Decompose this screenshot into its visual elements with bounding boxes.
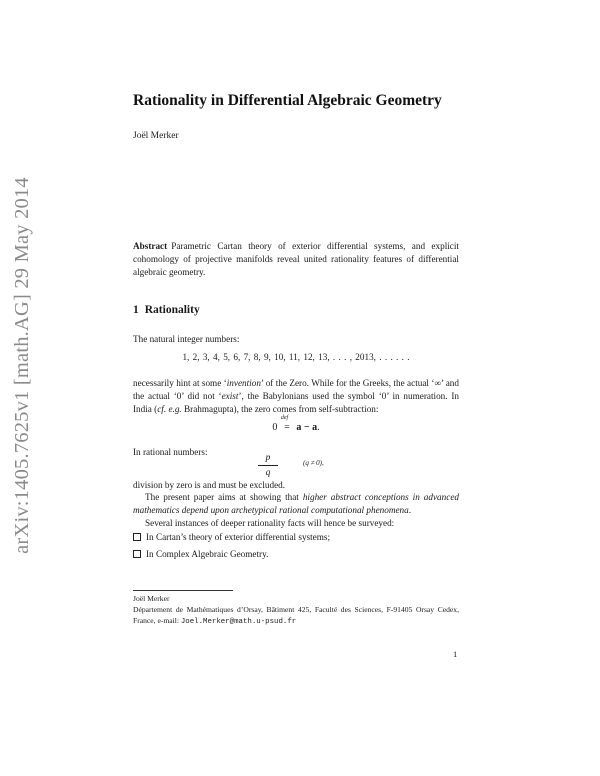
equals-sign: = (284, 422, 290, 433)
fraction-bar (258, 465, 278, 466)
eq-rhs: a − a (296, 422, 318, 433)
text-run: Brahmagupta), the zero comes from self-subtraction: (181, 404, 379, 414)
text-run: necessarily hint at some ‘ (133, 378, 227, 388)
arxiv-id: arXiv:1405.7625v1 [math.AG] 29 May 2014 (10, 176, 33, 554)
present-paper-paragraph (133, 491, 459, 517)
def-label: def (280, 415, 289, 421)
fraction-denominator: q (265, 468, 271, 478)
arxiv-stamp (2, 170, 42, 560)
emph-cf: cf. e.g. (157, 404, 182, 414)
section-number: 1 (133, 304, 139, 316)
section-title: Rationality (144, 304, 200, 316)
text-run: ’, the Babylonians used the symbol ‘0’ in numeration. In India ( (133, 391, 459, 414)
text-run: . (408, 505, 412, 515)
text-run: The present paper aims at showing that (145, 492, 303, 502)
zero-history-paragraph (133, 377, 459, 416)
section-heading (133, 304, 200, 316)
fraction-numerator: p (265, 453, 271, 463)
list-item-text: In Cartan’s theory of exterior differential systems; (146, 532, 331, 542)
footnote-author: Joël Merker (133, 594, 170, 603)
division-sentence: division by zero is and must be excluded. (133, 480, 286, 490)
text-run: ’ of the Zero. While for the Greeks, the actual ‘∞’ and the actual ‘0’ did not ‘ (133, 378, 459, 401)
rational-intro: In rational numbers: (133, 447, 208, 457)
survey-intro: Several instances of deeper rationality facts will hence be surveyed: (145, 518, 395, 528)
address-text: Département de Mathématiques d’Orsay, Bâtiment 425, Faculté des Sciences, F-91405 Orsay Cedex, France, e-mail: (133, 605, 459, 625)
eq-end: . (317, 422, 320, 433)
emph-exist: exist (221, 391, 239, 401)
integer-sequence: 1, 2, 3, 4, 5, 6, 7, 8, 9, 10, 11, 12, 13, . . . , 2013, . . . . . . (182, 352, 410, 362)
emph-thesis: higher abstract conceptions in advanced mathematics depend upon archetypical rational computational phenomena (133, 492, 459, 515)
checkbox-bullet-icon (133, 533, 141, 541)
list-item-text: In Complex Algebraic Geometry. (146, 549, 269, 559)
fraction-p-over-q (258, 453, 278, 478)
zero-definition-equation (133, 415, 459, 433)
list-item (133, 549, 268, 559)
author-name: Joël Merker (133, 131, 179, 141)
abstract (133, 240, 459, 279)
emph-invention: invention (226, 378, 261, 388)
abstract-label: Abstract (133, 241, 168, 251)
paper-title: Rationality in Differential Algebraic Geometry (133, 92, 442, 109)
fraction-condition: (q ≠ 0), (303, 459, 324, 467)
list-item (133, 532, 330, 542)
abstract-text: Parametric Cartan theory of exterior differential systems, and explicit cohomology of projective manifolds reveal united rationality features of differential algebraic geometry. (133, 241, 459, 277)
intro-paragraph: The natural integer numbers: (133, 334, 240, 344)
eq-lhs: 0 (272, 422, 278, 433)
footnote-address (133, 604, 459, 628)
def-equals-symbol (280, 415, 294, 433)
footnote-rule (133, 590, 233, 591)
checkbox-bullet-icon (133, 550, 141, 558)
email-address: Joel.Merker@math.u-psud.fr (180, 618, 297, 626)
page-number: 1 (453, 649, 458, 659)
